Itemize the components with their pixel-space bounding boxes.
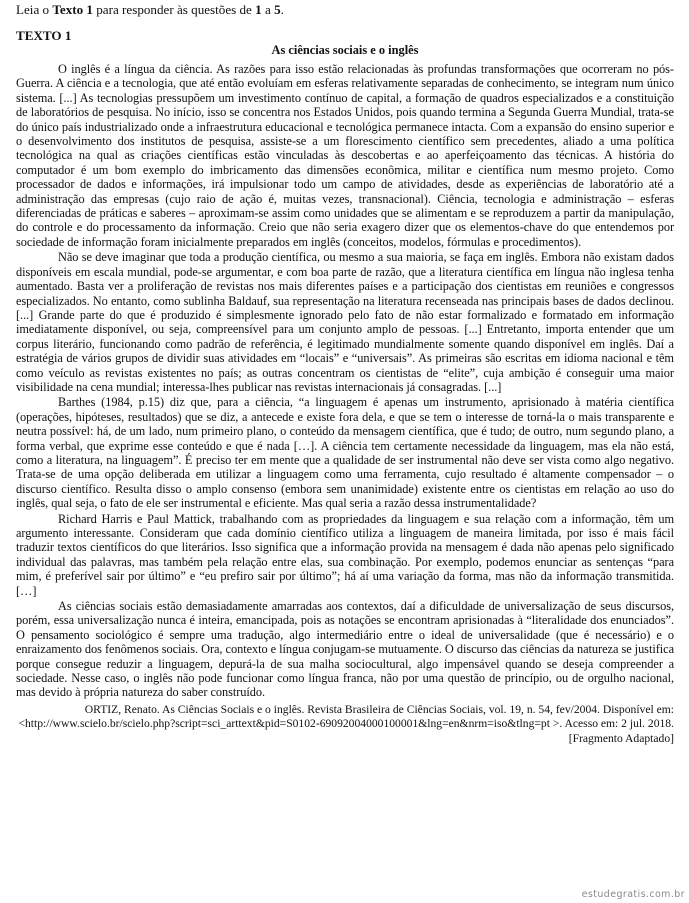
article-title: As ciências sociais e o inglês (271, 43, 419, 57)
reference-citation: ORTIZ, Renato. As Ciências Sociais e o inglês. Revista Brasileira de Ciências Sociais, vol. 19, n. 54, fev/2004. Disponível em: (84, 702, 674, 716)
paragraph-4: Richard Harris e Paul Mattick, trabalhando com as propriedades da linguagem e sua relação com a informação, têm um argumento interessante. Consideram que cada domínio científico utiliza a linguagem de maneira limitada, por isso é mais fácil traduzir textos científicos do que literários. Isso significa que a informação provida na mensagem é dada não apenas pelo significado individual das palavras, mas também pela relação entre elas, sua combinação. Por exemplo, podemos enunciar as sentenças “para mim, é preferível sair por último” e “eu prefiro sair por último”; há aí uma variação da forma, mas não da informação transmitida. […] (16, 511, 674, 598)
instruction-text-ref: Texto 1 (52, 2, 93, 17)
instruction-prefix: Leia o (16, 2, 53, 17)
paragraph-5: As ciências sociais estão demasiadamente amarradas aos contextos, daí a dificuldade de universalização de seus discursos, porém, essa universalização nunca é inteira, emancipada, pois as notações se encontram aprisionadas à “literalidade dos enunciados”. O pensamento sociológico é sempre uma tradução, algo intermediário entre o ideal de universalidade (que é necessário) e o enraizamento dos fenômenos sociais. Ora, contexto e língua conjugam-se mutuamente. O discurso das ciências da natureza se justifica porque consegue reduzir a linguagem, depurá-la de sua malha sociocultural, algo impensável quando se deseja compreender a sociedade. Nesse caso, o inglês não pode funcionar como língua franca, não por uma questão de princípio, ou de orgulho nacional, mas devido à própria natureza do saber construído. (16, 599, 674, 700)
paragraph-1: O inglês é a língua da ciência. As razões para isso estão relacionadas às profundas transformações que ocorreram no pós-Guerra. A ciência e a tecnologia, que até então evoluíam em esferas relativamente separadas de conhecimento, se integram num único sistema. [...] As tecnologias pressupõem um investimento contínuo de capital, a formação de quadros especializados e a constituição de laboratórios de pesquisa. No início, isso se concentra nos Estados Unidos, pois quando termina a Segunda Guerra Mundial, trata-se do único país industrializado onde a infraestrutura educacional e tecnológica permanece intacta. Com a expansão do ensino superior e o desenvolvimento dos institutos de pesquisa, assiste-se a um florescimento científico sem precedentes, aliado a uma política tecnológica na qual as criações científicas estão vinculadas às descobertas e ao aperfeiçoamento das técnicas. A história do computador é um bom exemplo do imbricamento das dimensões econômica, militar e científica num mesmo projeto. Como processador de dados e informações, irá impulsionar todo um campo de atividades, desde as experiências de laboratório até a administração das empresas (cujo raio de ação é, muitas vezes, transnacional). Ciência, tecnologia e administração – esferas diferenciadas de práticas e saberes – aproximam-se assim como unidades que se alimentam e se reproduzem a partir da manipulação, do controle e do processamento da informação. Creio que não seria exagero dizer que os elementos-chave do que entendemos por sociedade de informação foram inicialmente preparados em inglês (conceitos, modelos, fórmulas e procedimentos). (16, 62, 674, 249)
instruction-line (16, 2, 674, 18)
paragraph-3: Barthes (1984, p.15) diz que, para a ciência, “a linguagem é apenas um instrumento, aprisionado à matéria científica (operações, hipóteses, resultados) que se diz, a antecede e existe fora dela, e que se tem o interesse de torná-la o mais transparente e neutra possível: há, de um lado, num primeiro plano, o conteúdo da mensagem científica, que é tudo; de outro, num segundo plano, a forma verbal, que exprime esse conteúdo e que é nada […]. A ciência tem certamente necessidade da linguagem, mas ela não está, como a literatura, na linguagem”. É preciso ter em mente que a qualidade de ser instrumental não deve ser vista como algo negativo. Trata-se de uma opção deliberada em utilizar a linguagem como uma ferramenta, cujo resultado é altamente compensador – o discurso científico. Resulta disso o amplo consenso (embora sem unanimidade) existente entre os cientistas em relação ao uso do inglês, qual seja, o fato de ele ser instrumental e eficiente. Mas qual seria a razão dessa instrumentalidade? (16, 395, 674, 511)
reference-block (16, 703, 674, 746)
text-label: TEXTO 1 (16, 28, 72, 43)
reference-note: [Fragmento Adaptado] (568, 731, 674, 745)
instruction-middle: para responder às questões de (92, 2, 256, 17)
paragraph-2: Não se deve imaginar que toda a produção científica, ou mesmo a sua maioria, se faça em inglês. Embora não existam dados disponíveis em escala mundial, pode-se argumentar, e com boa parte de razão, que a literatura científica em língua não inglesa tenha aumentado. Basta ver a proliferação de revistas nos mais diferentes países e a participação dos cientistas em reuniões e congressos especializados. No entanto, como sublinha Baldauf, sua representação na literatura recenseada nas principais bases de dados declinou. [...] Grande parte do que é produzido é simplesmente ignorado pelo fato de não estar formalizado e formatado em informação imediatamente disponível, ou seja, compreensível para um conjunto amplo de pessoas. [...] Entretanto, importa entender que um corpus literário, funcionando como padrão de referência, é legitimado mundialmente somente quando disponível em inglês. Daí a estratégia de vários grupos de dividir suas atividades em “locais” e “universais”. As primeiras são escritas em idioma nacional e têm como veículo as revistas existentes no país; as outras concentram os cientistas de “elite”, cuja ambição é conseguir uma maior visibilidade na cena mundial; interessa-lhes publicar nas revistas internacionais já consagradas. [...] (16, 250, 674, 394)
instruction-question-from: 1 (255, 2, 262, 17)
site-watermark: estudegratis.com.br (581, 889, 685, 900)
instruction-and: a (261, 2, 275, 17)
instruction-question-to: 5 (274, 2, 281, 17)
instruction-suffix: . (280, 2, 284, 17)
document-page (16, 2, 674, 746)
reference-url: <http://www.scielo.br/scielo.php?script=sci_arttext&pid=S0102-69092004000100001&lng=en&nrm=iso&tlng=pt >. Acesso em: 2 jul. 2018. (18, 717, 674, 731)
